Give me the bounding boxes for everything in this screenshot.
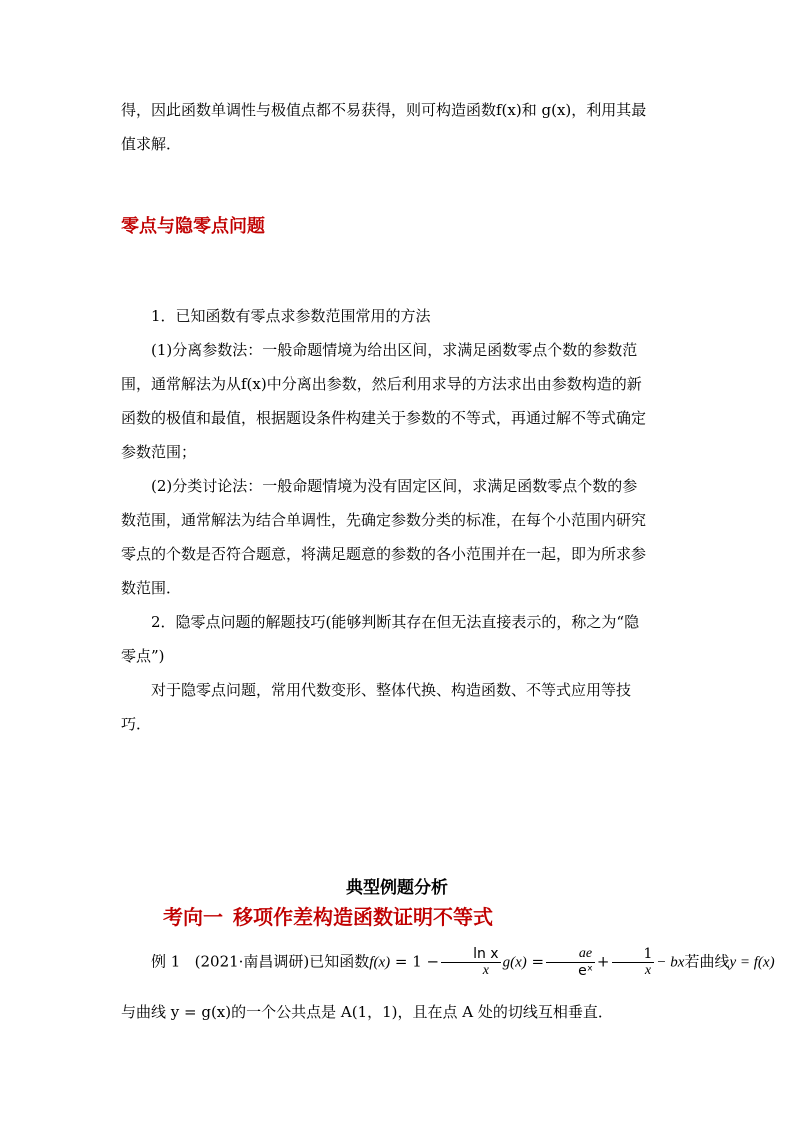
intro-line-1: 得，因此函数单调性与极值点都不易获得，则可构造函数f(x)和 g(x)，利用其最 [121,101,647,119]
g-num-1: ae [546,946,595,963]
item1-p2-line-4: 数范围． [121,579,182,597]
item1-p2-line-3: 零点的个数是否符合题意，将满足题意的参数的各小范围并在一起，即为所求参 [121,545,647,563]
plus-sign: + [596,952,610,971]
cond-pre: 若曲线 [684,952,730,971]
g-den-1: eˣ [578,963,593,979]
f-num: ln x [441,946,501,963]
item2-line-2: 零点”) [121,647,165,665]
example-section-title: 典型例题分析 [346,878,448,898]
curve-1: y = f(x) [729,954,775,971]
example1-line-2: 与曲线 y = g(x)的一个公共点是 A(1，1)，且在点 A 处的切线互相垂直． [121,1003,613,1021]
item2-line-1: 2．隐零点问题的解题技巧(能够判断其存在但无法直接表示的，称之为“隐 [151,613,640,631]
item1-heading: 1．已知函数有零点求参数范围常用的方法 [151,307,431,325]
intro-paragraph [121,93,681,161]
example-subtitle [163,901,493,930]
item2-p-line-1: 对于隐零点问题，常用代数变形、整体代换、构造函数、不等式应用等技 [151,681,632,699]
g-tail: − bx [656,954,685,971]
f-eq: = 1 − [390,952,440,971]
item1-p1-line-3: 函数的极值和最值，根据题设条件构建关于参数的不等式，再通过解不等式确定 [121,409,647,427]
g-den-2: x [644,963,652,978]
item1-p2-line-1: (2)分类讨论法：一般命题情境为没有固定区间，求满足函数零点个数的参 [151,477,638,495]
g-eq: = [526,952,545,971]
section-title: 零点与隐零点问题 [121,216,265,237]
g-fraction-1 [546,946,595,979]
item2-p-line-2: 巧． [121,715,152,733]
f-den: x [482,963,489,978]
example1-source: (2021·南昌调研)已知函数 [194,952,370,971]
example1-line-1 [121,946,775,979]
example1-label: 例 1 [151,952,181,971]
g-lhs: g(x) [502,954,527,971]
f-lhs: f(x) [369,954,391,971]
item1-p1-line-1: (1)分离参数法：一般命题情境为给出区间，求满足函数零点个数的参数范 [151,341,638,359]
methods-block [121,299,681,741]
subtitle-part-b: 移项作差构造函数证明不等式 [233,905,493,929]
item1-p1-line-2: 围，通常解法为从f(x)中分离出参数，然后利用求导的方法求出由参数构造的新 [121,375,642,393]
item1-p1-line-4: 参数范围； [121,443,197,461]
subtitle-part-a: 考向一 [163,905,223,929]
item1-p2-line-2: 数范围，通常解法为结合单调性，先确定参数分类的标准，在每个小范围内研究 [121,511,647,529]
intro-line-2: 值求解． [121,135,182,153]
g-fraction-2 [612,946,655,979]
g-num-2: 1 [612,946,655,963]
f-fraction [441,946,501,979]
